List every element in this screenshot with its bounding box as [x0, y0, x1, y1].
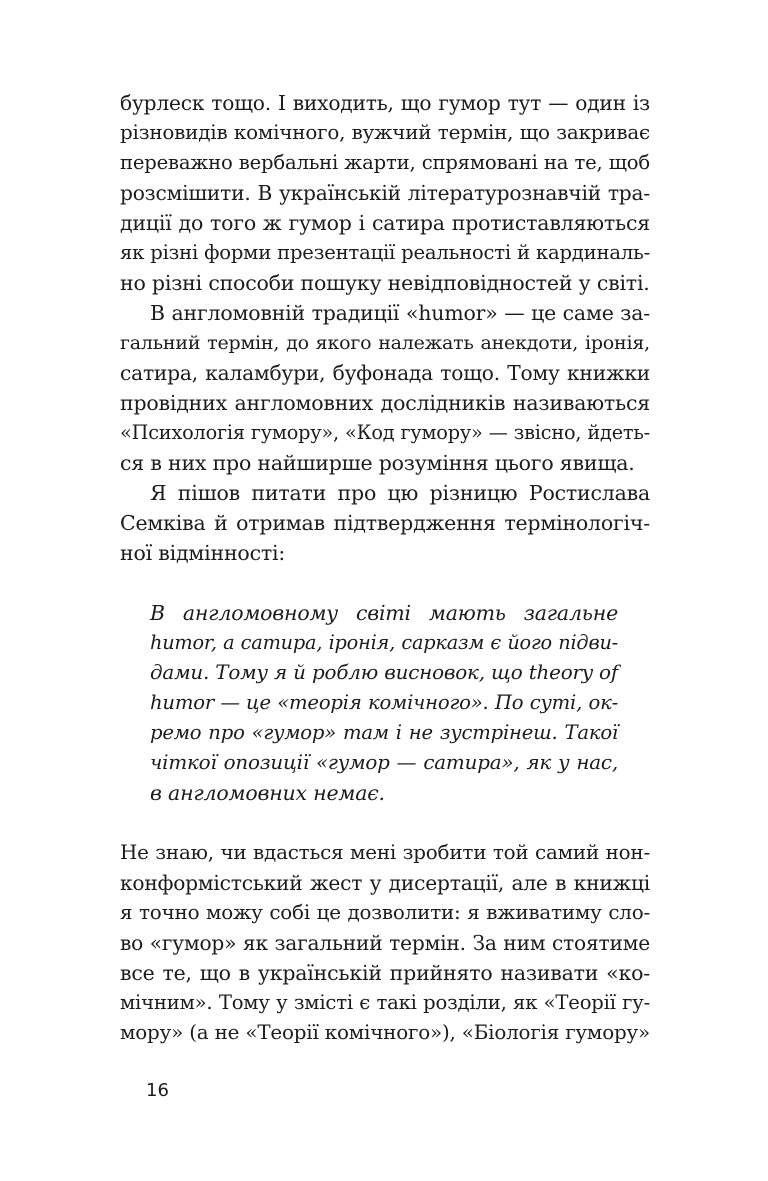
text-line: мічним». Тому у змісті є такі розділи, як «Теорії гу-: [120, 991, 650, 1014]
text-line: переважно вербальні жарти, спрямовані на те, щоб: [120, 151, 650, 174]
quote-line: ремо про «гумор» там і не зустрінеш. Такої: [150, 721, 618, 744]
text-line: Не знаю, чи вдасться мені зробити той самий нон-: [120, 841, 650, 864]
quote-line: в англомовних немає.: [150, 781, 385, 805]
text-line: я точно можу собі це дозволити: я вживатиму сло-: [120, 901, 650, 924]
quote-line: humor, а сатира, іронія, сарказм є його підви-: [150, 631, 618, 654]
text-line: все те, що в українській прийнято називати «ко-: [120, 961, 650, 985]
text-line: В англомовній традиції «humor» — це саме за-: [150, 301, 650, 325]
text-line: Я пішов питати про цю різницю Ростислава: [150, 481, 650, 505]
quote-line: В англомовному світі мають загальне: [150, 601, 618, 625]
text-line: мору» (а не «Теорії комічного»), «Біологія гумору»: [120, 1021, 650, 1044]
text-line: ної відмінності:: [120, 541, 286, 565]
text-line: во «гумор» як загальний термін. За ним стоятиме: [120, 931, 650, 955]
text-line: бурлеск тощо. І виходить, що гумор тут — один із: [120, 91, 650, 115]
text-line: як різні форми презентації реальності й кардиналь-: [120, 241, 650, 264]
text-line: провідних англомовних дослідників називаються: [120, 391, 650, 415]
text-line: різновидів комічного, вужчий термін, що закриває: [120, 121, 650, 144]
text-line: ся в них про найширше розуміння цього явища.: [120, 451, 635, 475]
text-line: розсмішити. В українській літературознавчій тра-: [120, 181, 650, 205]
text-line: сатира, каламбури, буфонада тощо. Тому книжки: [120, 361, 650, 385]
text-line: диції до того ж гумор і сатира протиставляються: [120, 211, 650, 235]
quote-line: чіткої опозиції «гумор — сатира», як у нас,: [150, 751, 618, 774]
text-line: конформістський жест у дисертації, але в книжці: [120, 871, 650, 895]
text-line: но різні способи пошуку невідповідностей у світі.: [120, 271, 650, 295]
text-line: «Психологія гумору», «Код гумору» — звісно, йдеть-: [120, 421, 650, 444]
quote-line: humor — це «теорія комічного». По суті, ок-: [150, 691, 618, 714]
quote-line: дами. Тому я й роблю висновок, що theory of: [150, 661, 618, 684]
page-number: 16: [146, 1080, 169, 1101]
text-line: гальний термін, до якого належать анекдоти, іронія,: [120, 332, 650, 354]
text-line: Семківа й отримав підтвердження термінологіч-: [120, 511, 650, 535]
